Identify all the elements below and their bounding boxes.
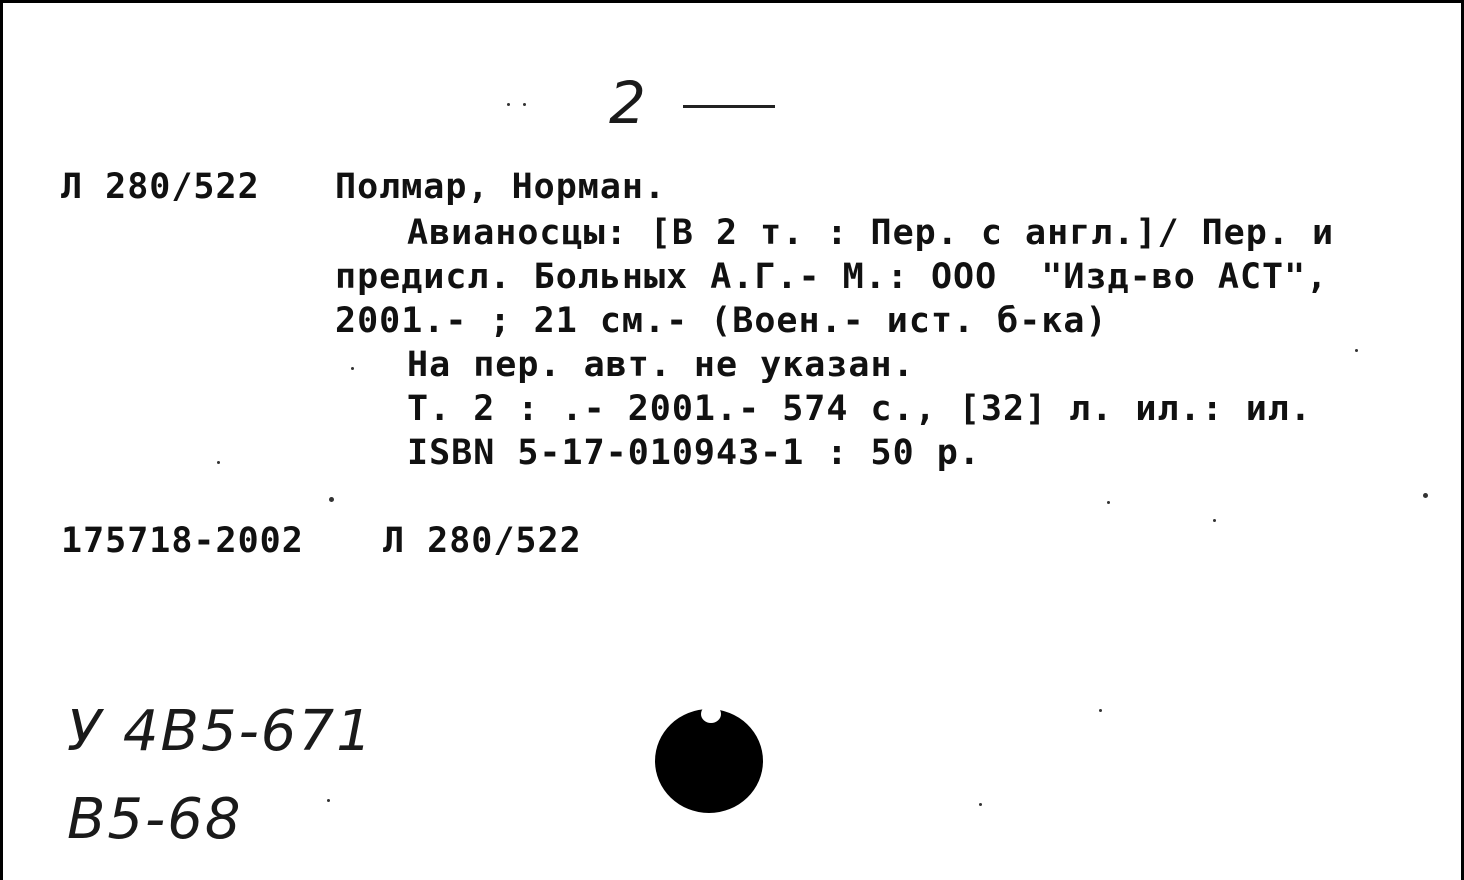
speck: [1355, 349, 1358, 352]
speck: [327, 799, 330, 802]
speck: [1423, 493, 1428, 498]
note-line-1: На пер. авт. не указан.: [407, 345, 915, 385]
note-line-2: Т. 2 : .- 2001.- 574 с., [32] л. ил.: ил.: [407, 389, 1312, 429]
handwritten-code-1: У 4В5-671: [67, 699, 374, 764]
card-number: 2: [609, 69, 648, 137]
speck: [1213, 519, 1216, 522]
card-number-dash: [683, 105, 775, 108]
handwritten-code-2: В5-68: [67, 787, 243, 852]
speck: [1099, 709, 1102, 712]
punch-hole-notch: [701, 705, 721, 723]
speck: [523, 103, 526, 106]
title-line-1: Авианосцы: [В 2 т. : Пер. с англ.]/ Пер. и: [407, 213, 1335, 253]
accession-number: 175718-2002: [61, 521, 304, 561]
title-line-2: предисл. Больных А.Г.- М.: ООО "Изд-во АСТ",: [335, 257, 1329, 297]
author-line: Полмар, Норман.: [335, 167, 667, 207]
speck: [979, 803, 982, 806]
punch-hole: [655, 709, 763, 813]
speck: [329, 497, 334, 502]
speck: [507, 103, 510, 106]
speck: [217, 461, 220, 464]
title-line-3: 2001.- ; 21 см.- (Воен.- ист. б-ка): [335, 301, 1108, 341]
shelfmark: Л 280/522: [61, 167, 260, 207]
note-line-3: ISBN 5-17-010943-1 : 50 р.: [407, 433, 981, 473]
speck: [351, 367, 354, 370]
speck: [1107, 501, 1110, 504]
shelfmark-footer: Л 280/522: [383, 521, 582, 561]
